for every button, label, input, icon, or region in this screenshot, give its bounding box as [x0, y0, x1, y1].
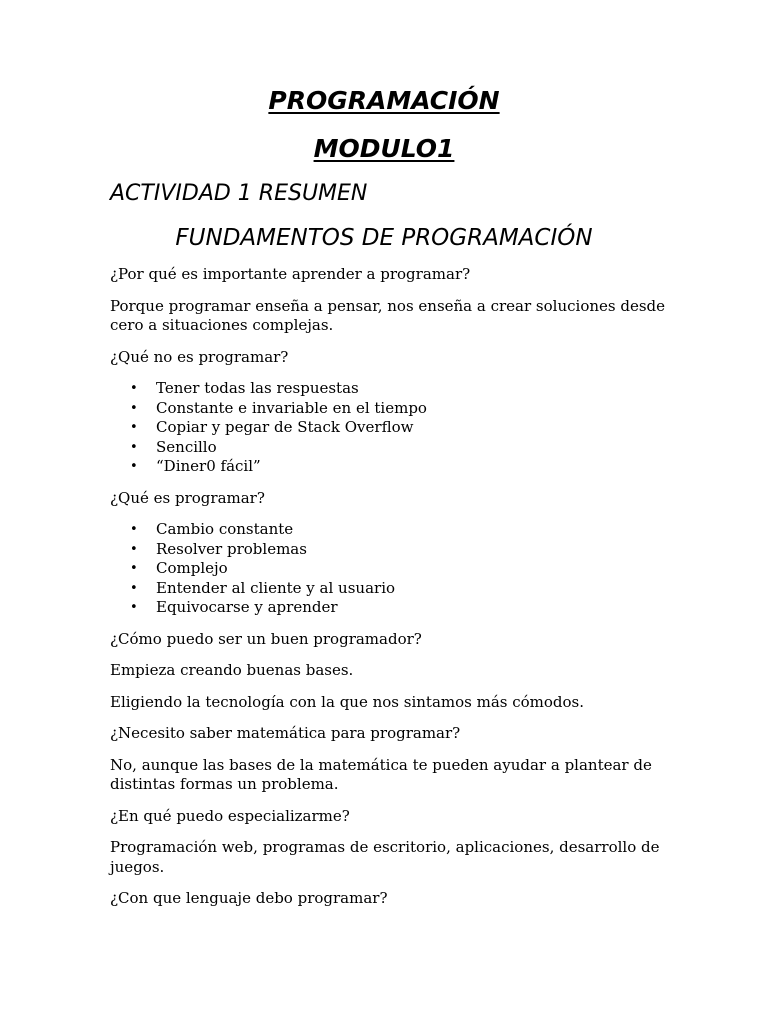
bullet-icon: •: [130, 420, 138, 435]
answer-math: No, aunque las bases de la matemática te pueden ayudar a plantear de distintas formas un problema.: [110, 755, 652, 793]
list-item: • Constante e invariable en el tiempo: [130, 398, 427, 417]
answer-good-programmer-1: Empieza creando buenas bases.: [110, 661, 354, 679]
list-item: • Tener todas las respuestas: [130, 379, 359, 397]
list-what-is: [110, 520, 670, 618]
bullet-icon: •: [130, 541, 138, 557]
bullet-icon: •: [130, 580, 138, 596]
question-language: ¿Con que lenguaje debo programar?: [110, 889, 388, 907]
question-specialize: ¿En qué puedo especializarme?: [110, 806, 350, 825]
list-item: • Cambio constante: [130, 520, 294, 538]
question-what-is: ¿Qué es programar?: [110, 488, 265, 507]
list-item: • “Diner0 fácil”: [130, 457, 261, 475]
answer-specialize: Programación web, programas de escritorio, aplicaciones, desarrollo de juegos.: [110, 838, 660, 876]
list-item: • Complejo: [130, 559, 228, 577]
question-what-is-not: ¿Qué no es programar?: [110, 347, 289, 366]
document-body: [110, 265, 670, 921]
bullet-icon: •: [130, 439, 138, 455]
question-good-programmer: ¿Cómo puedo ser un buen programador?: [110, 629, 422, 648]
answer-why-learn: Porque programar enseña a pensar, nos enseña a crear soluciones desde cero a situaciones complejas.: [110, 296, 666, 334]
question-math: ¿Necesito saber matemática para programar?: [110, 724, 461, 742]
bullet-icon: •: [130, 381, 138, 396]
document-title: PROGRAMACIÓN: [268, 86, 500, 115]
answer-good-programmer-2: Eligiendo la tecnología con la que nos sintamos más cómodos.: [110, 692, 585, 711]
module-title: MODULO1: [313, 134, 455, 163]
section-heading: FUNDAMENTOS DE PROGRAMACIÓN: [175, 225, 593, 251]
list-item: • Resolver problemas: [130, 539, 307, 558]
list-item: • Copiar y pegar de Stack Overflow: [130, 418, 414, 436]
bullet-icon: •: [130, 600, 138, 615]
bullet-icon: •: [130, 522, 138, 537]
question-why-learn: ¿Por qué es importante aprender a programar?: [110, 265, 471, 283]
list-item: • Equivocarse y aprender: [130, 598, 338, 616]
list-item: • Entender al cliente y al usuario: [130, 578, 396, 597]
bullet-icon: •: [130, 400, 138, 416]
activity-heading: ACTIVIDAD 1 RESUMEN: [110, 181, 368, 206]
bullet-icon: •: [130, 561, 138, 576]
list-item: • Sencillo: [130, 437, 217, 456]
bullet-icon: •: [130, 459, 138, 474]
list-what-is-not: [110, 379, 670, 477]
